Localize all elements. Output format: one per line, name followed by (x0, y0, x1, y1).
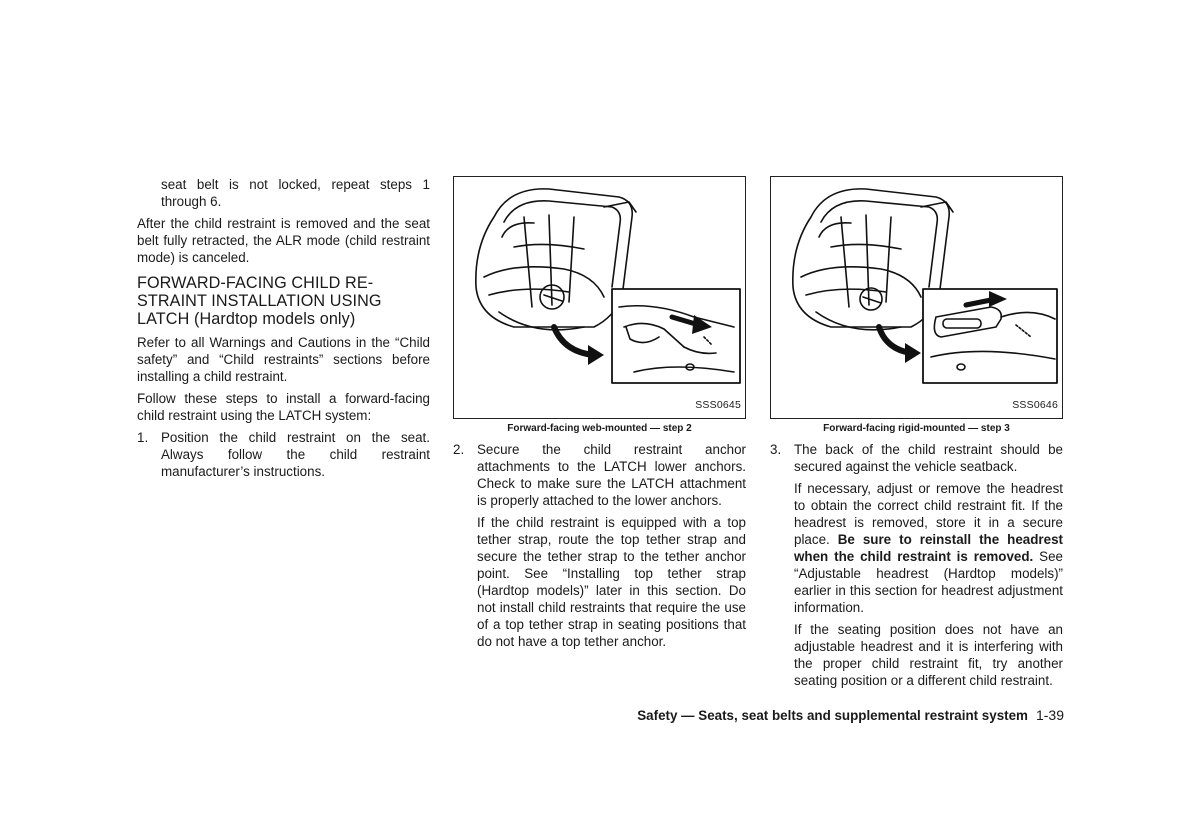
headrest-warning: Be sure to reinstall the headrest when the child restraint is removed. (794, 532, 1063, 564)
step-3 (770, 441, 1063, 475)
step-1 (137, 429, 430, 480)
follow-steps-text: Follow these steps to install a forward-facing child restraint using the LATCH system: (137, 391, 430, 423)
headrest-post: See “Adjustable headrest (Hardtop models)” earlier in this section for headrest adjustment information. (794, 549, 1063, 615)
refer-warnings-text: Refer to all Warnings and Cautions in the “Child safety” and “Child restraints” sections before installing a child restraint. (137, 335, 430, 384)
step-2-text: Secure the child restraint anchor attachments to the LATCH lower anchors. Check to make sure the LATCH attachment is properly attached to the lower anchors. (477, 442, 746, 508)
step-1-number: 1. (137, 430, 149, 445)
step-2 (453, 441, 746, 509)
figure-code: SSS0646 (1012, 399, 1058, 411)
figure-caption: Forward-facing rigid-mounted — step 3 (823, 423, 1010, 434)
step-3-number: 3. (770, 442, 782, 457)
middle-column (453, 176, 746, 655)
page-footer (614, 707, 1064, 724)
figure-rigid-mounted (770, 176, 1063, 419)
footer-section-title: Safety — Seats, seat belts and supplemental restraint system (637, 708, 1028, 723)
figure-web-mounted (453, 176, 746, 419)
tether-text: If the child restraint is equipped with a top tether strap, route the top tether strap and secure the tether strap to the tether anchor point. See “Installing top tether strap (Hardtop models)” later in this section. Do not install child restraints that require the use of a top tether strap in seating positions that do not have a top tether anchor. (477, 515, 746, 649)
child-seat-rigid-mounted-illustration (771, 177, 1062, 418)
step-2-number: 2. (453, 442, 465, 457)
figure-caption: Forward-facing web-mounted — step 2 (507, 423, 692, 434)
step-1-text: Position the child restraint on the seat. Always follow the child restraint manufacturer’s instructions. (161, 430, 430, 479)
page-number: 1-39 (1035, 707, 1064, 723)
section-heading: FORWARD-FACING CHILD RE-STRAINT INSTALLATION USING LATCH (Hardtop models only) (137, 274, 382, 328)
alr-canceled-text: After the child restraint is removed and the seat belt fully retracted, the ALR mode (child restraint mode) is canceled. (137, 216, 430, 265)
child-seat-web-mounted-illustration (454, 177, 745, 418)
right-column (770, 176, 1063, 694)
step-3-text: The back of the child restraint should be secured against the vehicle seatback. (794, 442, 1063, 474)
continuation-text: seat belt is not locked, repeat steps 1 through 6. (161, 177, 430, 209)
headrest-text (770, 480, 1063, 616)
left-column (137, 176, 430, 485)
seating-position-text: If the seating position does not have an adjustable headrest and it is interfering with the proper child restraint fit, try another seating position or a different child restraint. (794, 622, 1063, 688)
figure-code: SSS0645 (695, 399, 741, 411)
headrest-pre: If necessary, adjust or remove the headrest to obtain the correct child restraint fit. If the headrest is removed, store it in a secure place. (794, 481, 1063, 547)
